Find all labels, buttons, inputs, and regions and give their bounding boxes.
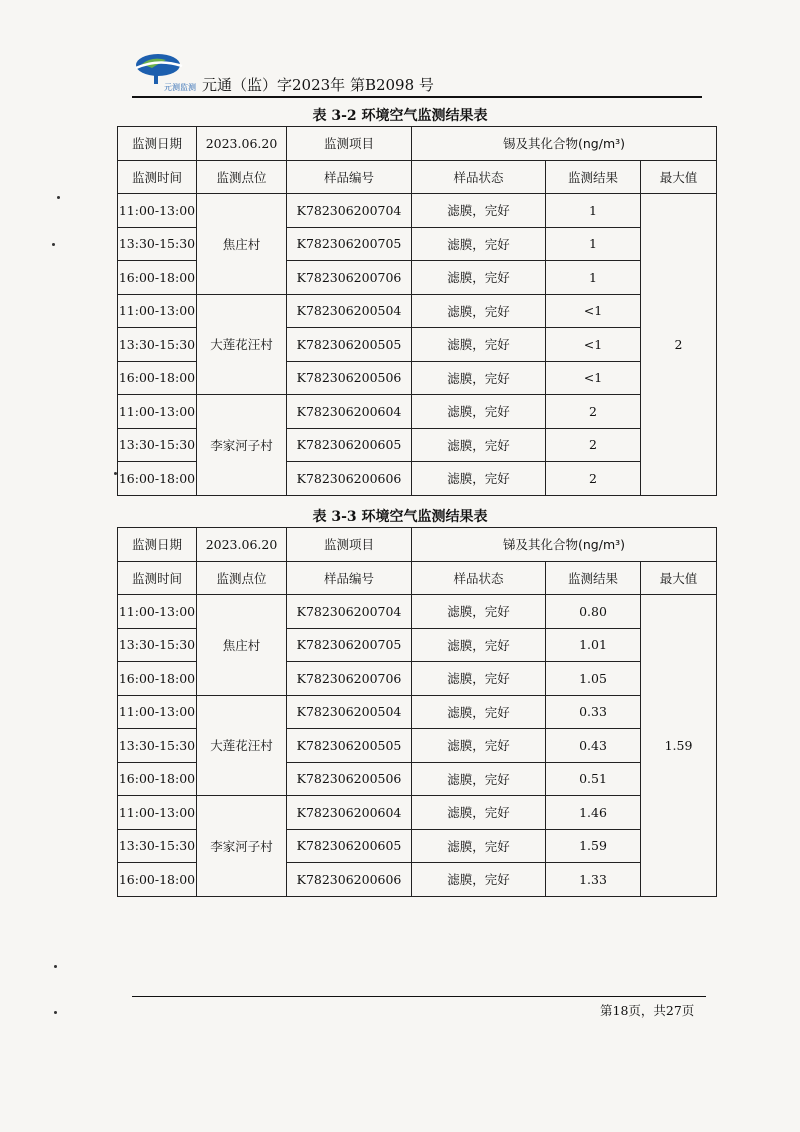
result-cell: 1.33 <box>546 863 641 897</box>
state-cell: 滤膜，完好 <box>412 829 546 863</box>
sample-id-cell: K782306200706 <box>287 662 412 696</box>
state-cell: 滤膜，完好 <box>412 595 546 629</box>
result-cell: 1 <box>546 194 641 228</box>
sample-id-cell: K782306200604 <box>287 796 412 830</box>
table-row <box>118 595 717 629</box>
svg-text:元测监测: 元测监测 <box>164 83 196 92</box>
col-header-time: 监测时间 <box>118 561 197 595</box>
document-reference: 元通（监）字2023年 第B2098 号 <box>202 76 434 94</box>
state-cell: 滤膜，完好 <box>412 729 546 763</box>
result-cell: 2 <box>546 428 641 462</box>
sample-id-cell: K782306200506 <box>287 361 412 395</box>
result-cell: 1.46 <box>546 796 641 830</box>
result-cell: 0.51 <box>546 762 641 796</box>
col-header-max: 最大值 <box>641 160 717 194</box>
state-cell: 滤膜，完好 <box>412 395 546 429</box>
col-header-result: 监测结果 <box>546 561 641 595</box>
item-label: 监测项目 <box>287 528 412 562</box>
time-cell: 13:30-15:30 <box>118 328 197 362</box>
site-cell: 大莲花汪村 <box>197 695 287 796</box>
time-cell: 13:30-15:30 <box>118 227 197 261</box>
sample-id-cell: K782306200504 <box>287 695 412 729</box>
col-header-state: 样品状态 <box>412 160 546 194</box>
scan-speck <box>114 472 117 475</box>
result-cell: <1 <box>546 361 641 395</box>
table-row <box>118 395 717 429</box>
state-cell: 滤膜，完好 <box>412 863 546 897</box>
col-header-max: 最大值 <box>641 561 717 595</box>
site-cell: 焦庄村 <box>197 194 287 295</box>
time-cell: 13:30-15:30 <box>118 829 197 863</box>
site-cell: 大莲花汪村 <box>197 294 287 395</box>
time-cell: 16:00-18:00 <box>118 863 197 897</box>
result-cell: 1 <box>546 227 641 261</box>
table-row <box>118 695 717 729</box>
sample-id-cell: K782306200705 <box>287 628 412 662</box>
company-logo <box>132 48 198 92</box>
time-cell: 13:30-15:30 <box>118 628 197 662</box>
state-cell: 滤膜，完好 <box>412 261 546 295</box>
col-header-state: 样品状态 <box>412 561 546 595</box>
table-3-2-title: 表 3-2 环境空气监测结果表 <box>312 108 488 124</box>
result-cell: 1.01 <box>546 628 641 662</box>
time-cell: 16:00-18:00 <box>118 361 197 395</box>
time-cell: 13:30-15:30 <box>118 428 197 462</box>
result-cell: 2 <box>546 462 641 496</box>
sample-id-cell: K782306200705 <box>287 227 412 261</box>
state-cell: 滤膜，完好 <box>412 361 546 395</box>
col-header-result: 监测结果 <box>546 160 641 194</box>
sample-id-cell: K782306200704 <box>287 595 412 629</box>
sample-id-cell: K782306200505 <box>287 328 412 362</box>
state-cell: 滤膜，完好 <box>412 662 546 696</box>
state-cell: 滤膜，完好 <box>412 628 546 662</box>
state-cell: 滤膜，完好 <box>412 227 546 261</box>
date-value: 2023.06.20 <box>197 528 287 562</box>
item-value: 锑及其化合物(ng/m³) <box>412 528 717 562</box>
scan-speck <box>52 243 55 246</box>
table-row <box>118 194 717 228</box>
time-cell: 11:00-13:00 <box>118 294 197 328</box>
col-header-site: 监测点位 <box>197 160 287 194</box>
sample-id-cell: K782306200604 <box>287 395 412 429</box>
scan-speck <box>54 1011 57 1014</box>
time-cell: 11:00-13:00 <box>118 194 197 228</box>
table-3-3-title: 表 3-3 环境空气监测结果表 <box>312 509 488 525</box>
result-cell: 0.80 <box>546 595 641 629</box>
col-header-site: 监测点位 <box>197 561 287 595</box>
table-row <box>118 796 717 830</box>
result-cell: <1 <box>546 294 641 328</box>
result-cell: 1 <box>546 261 641 295</box>
header-divider <box>132 96 702 98</box>
page-header <box>132 48 702 100</box>
sample-id-cell: K782306200606 <box>287 863 412 897</box>
sample-id-cell: K782306200706 <box>287 261 412 295</box>
site-cell: 焦庄村 <box>197 595 287 696</box>
page-number: 第18页，共27页 <box>600 1003 695 1018</box>
result-cell: 0.33 <box>546 695 641 729</box>
result-cell: 2 <box>546 395 641 429</box>
time-cell: 16:00-18:00 <box>118 762 197 796</box>
state-cell: 滤膜，完好 <box>412 328 546 362</box>
sample-id-cell: K782306200504 <box>287 294 412 328</box>
result-cell: <1 <box>546 328 641 362</box>
col-header-sample-id: 样品编号 <box>287 561 412 595</box>
sample-id-cell: K782306200704 <box>287 194 412 228</box>
state-cell: 滤膜，完好 <box>412 462 546 496</box>
sample-id-cell: K782306200506 <box>287 762 412 796</box>
state-cell: 滤膜，完好 <box>412 294 546 328</box>
state-cell: 滤膜，完好 <box>412 194 546 228</box>
site-cell: 李家河子村 <box>197 395 287 496</box>
sample-id-cell: K782306200505 <box>287 729 412 763</box>
time-cell: 11:00-13:00 <box>118 395 197 429</box>
state-cell: 滤膜，完好 <box>412 695 546 729</box>
time-cell: 16:00-18:00 <box>118 462 197 496</box>
table-3-2 <box>117 126 717 496</box>
scan-speck <box>54 965 57 968</box>
time-cell: 11:00-13:00 <box>118 595 197 629</box>
col-header-time: 监测时间 <box>118 160 197 194</box>
scan-speck <box>57 196 60 199</box>
state-cell: 滤膜，完好 <box>412 762 546 796</box>
table-3-3 <box>117 527 717 897</box>
date-label: 监测日期 <box>118 127 197 161</box>
site-cell: 李家河子村 <box>197 796 287 897</box>
sample-id-cell: K782306200605 <box>287 428 412 462</box>
item-value: 锡及其化合物(ng/m³) <box>412 127 717 161</box>
max-value-cell: 2 <box>641 194 717 496</box>
max-value-cell: 1.59 <box>641 595 717 897</box>
state-cell: 滤膜，完好 <box>412 428 546 462</box>
date-value: 2023.06.20 <box>197 127 287 161</box>
item-label: 监测项目 <box>287 127 412 161</box>
result-cell: 1.59 <box>546 829 641 863</box>
time-cell: 11:00-13:00 <box>118 695 197 729</box>
time-cell: 13:30-15:30 <box>118 729 197 763</box>
time-cell: 11:00-13:00 <box>118 796 197 830</box>
sample-id-cell: K782306200605 <box>287 829 412 863</box>
state-cell: 滤膜，完好 <box>412 796 546 830</box>
col-header-sample-id: 样品编号 <box>287 160 412 194</box>
result-cell: 0.43 <box>546 729 641 763</box>
table-row <box>118 294 717 328</box>
result-cell: 1.05 <box>546 662 641 696</box>
footer-divider <box>132 996 706 997</box>
time-cell: 16:00-18:00 <box>118 261 197 295</box>
date-label: 监测日期 <box>118 528 197 562</box>
sample-id-cell: K782306200606 <box>287 462 412 496</box>
time-cell: 16:00-18:00 <box>118 662 197 696</box>
